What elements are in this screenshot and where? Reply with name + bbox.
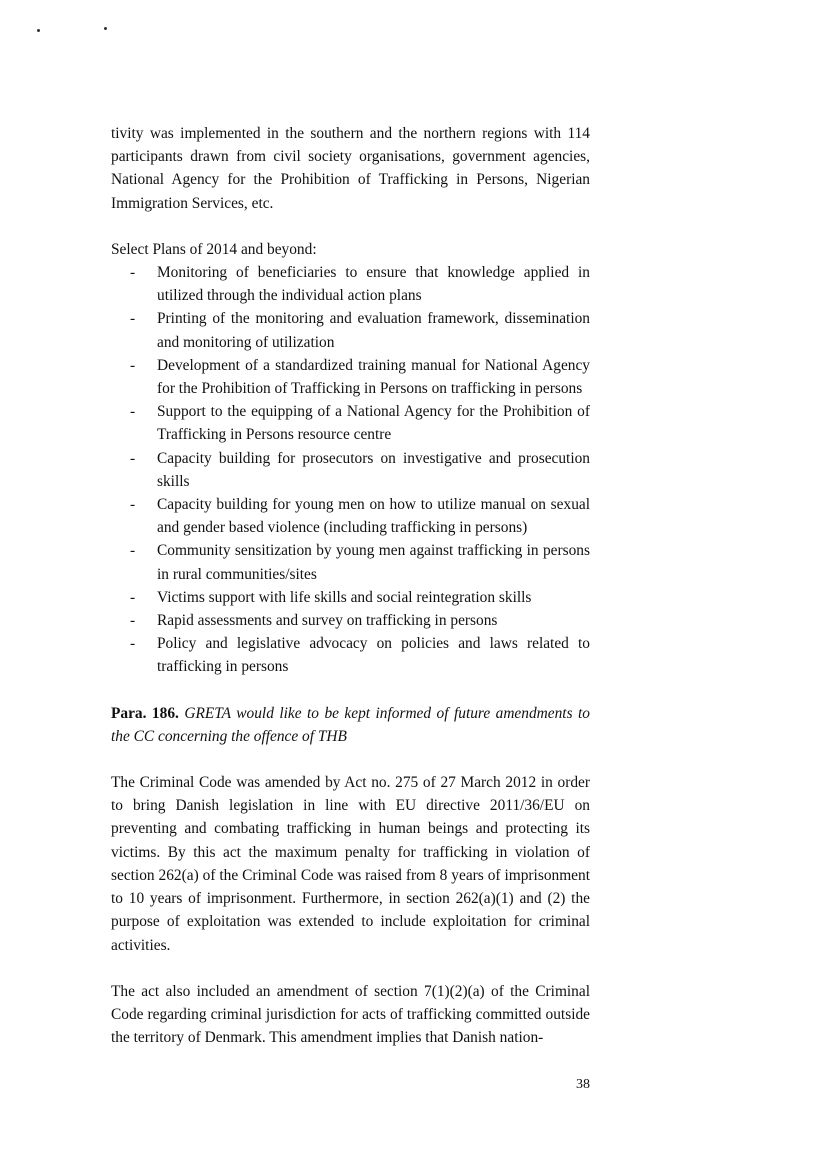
scan-speck [104,27,107,30]
plans-heading: Select Plans of 2014 and beyond: [111,240,317,258]
list-item: - Community sensitization by young men against trafficking in persons in rural communities/sites [157,539,590,585]
para-text: GRETA would like to be kept informed of future amendments to the CC concerning the offence of THB [111,704,590,745]
list-item: - Policy and legislative advocacy on policies and laws related to trafficking in persons [157,632,590,678]
list-item: - Printing of the monitoring and evaluation framework, dissemination and monitoring of utilization [157,307,590,353]
list-item: - Development of a standardized training manual for National Agency for the Prohibition of Trafficking in Persons on trafficking in persons [157,354,590,400]
page-number: 38 [576,1077,590,1092]
list-item: - Rapid assessments and survey on trafficking in persons [157,609,590,632]
plans-list [111,261,590,679]
paragraph-jurisdiction: The act also included an amendment of section 7(1)(2)(a) of the Criminal Code regarding criminal jurisdiction for acts of trafficking committed outside the territory of Denmark. This amendment implies that Danish nation- [111,982,590,1047]
list-item: - Victims support with life skills and social reintegration skills [157,586,590,609]
para-number: Para. 186. [111,704,179,722]
list-item: - Monitoring of beneficiaries to ensure that knowledge applied in utilized through the individual action plans [157,261,590,307]
scan-speck [37,29,40,32]
page-content [111,122,590,1049]
paragraph-intro: tivity was implemented in the southern and the northern regions with 114 participants drawn from civil society organisations, government agencies, National Agency for the Prohibition of Trafficking in Persons, Nigerian Immigration Services, etc. [111,125,590,212]
paragraph-criminal-code: The Criminal Code was amended by Act no. 275 of 27 March 2012 in order to bring Danish legislation in line with EU directive 2011/36/EU on preventing and combating trafficking in human beings and protecting its victims. By this act the maximum penalty for trafficking in violation of section 262(a) of the Criminal Code was raised from 8 years of imprisonment to 10 years of imprisonment. Furthermore, in section 262(a)(1) and (2) the purpose of exploitation was extended to include exploitation for criminal activities. [111,774,590,954]
list-item: - Capacity building for young men on how to utilize manual on sexual and gender based violence (including trafficking in persons) [157,493,590,539]
list-item: - Capacity building for prosecutors on investigative and prosecution skills [157,447,590,493]
para-reference [111,702,590,748]
list-item: - Support to the equipping of a National Agency for the Prohibition of Trafficking in Persons resource centre [157,400,590,446]
